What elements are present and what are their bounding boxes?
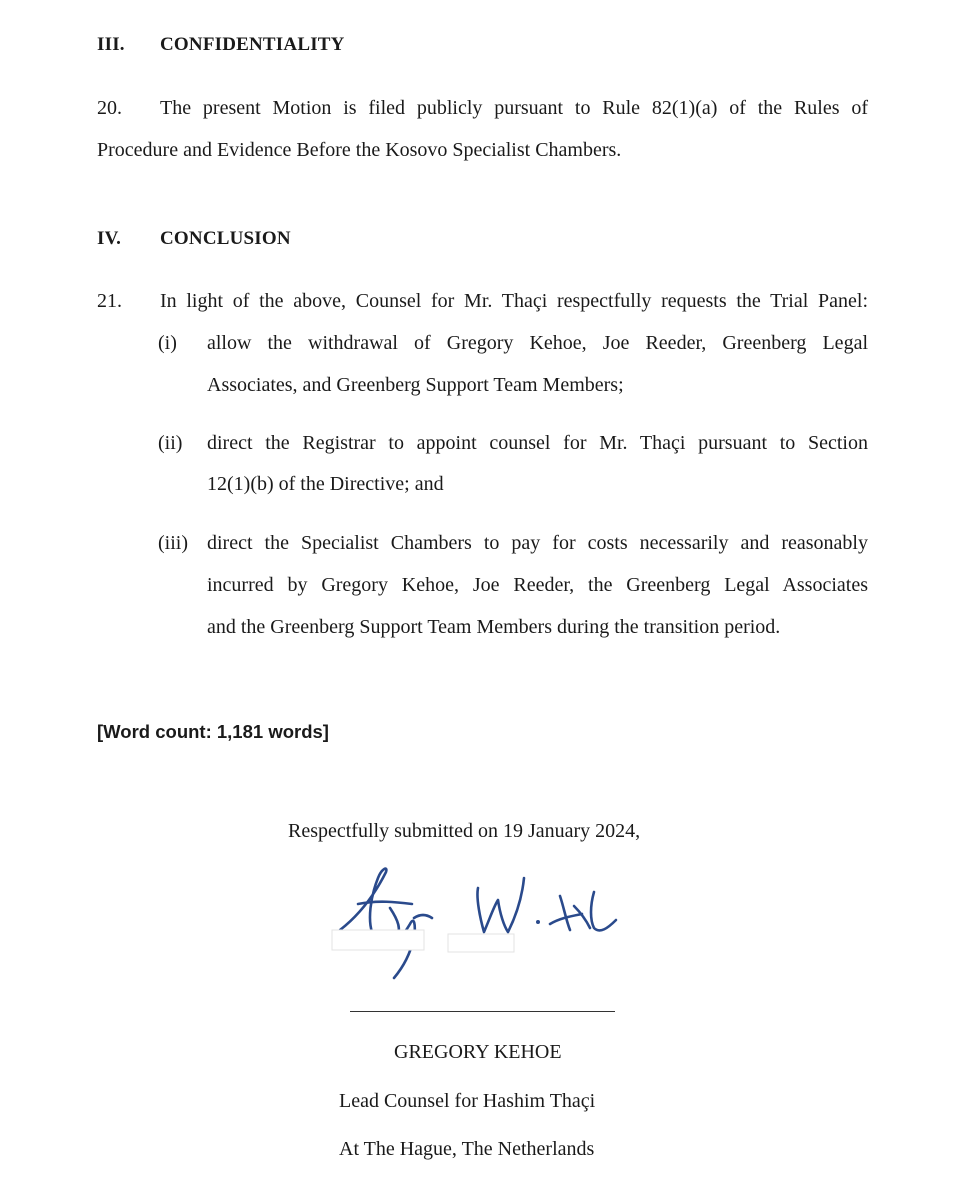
signature-line [350, 1011, 615, 1012]
list-item-line: Associates, and Greenberg Support Team Members; [207, 374, 624, 396]
signer-role: Lead Counsel for Hashim Thaçi [339, 1090, 596, 1112]
word-count: [Word count: 1,181 words] [97, 721, 329, 742]
signer-location: At The Hague, The Netherlands [339, 1138, 595, 1160]
list-item-line: allow the withdrawal of Gregory Kehoe, Joe Reeder, Greenberg Legal [207, 332, 868, 354]
list-item-line: incurred by Gregory Kehoe, Joe Reeder, the Greenberg Legal Associates [207, 574, 868, 596]
paragraph-line: The present Motion is filed publicly pursuant to Rule 82(1)(a) of the Rules of [160, 97, 868, 119]
list-item-line: and the Greenberg Support Team Members during the transition period. [207, 616, 781, 638]
list-item-line: direct the Specialist Chambers to pay for costs necessarily and reasonably [207, 532, 868, 554]
submission-date: Respectfully submitted on 19 January 2024, [288, 820, 641, 842]
section-title: CONCLUSION [160, 228, 291, 249]
paragraph-line: Procedure and Evidence Before the Kosovo Specialist Chambers. [97, 139, 622, 161]
list-item-marker: (ii) [158, 432, 183, 454]
paragraph-number: 20. [97, 97, 122, 119]
section-number: IV. [97, 228, 122, 249]
list-item-marker: (i) [158, 332, 177, 354]
signer-name: GREGORY KEHOE [394, 1041, 562, 1063]
list-item-line: 12(1)(b) of the Directive; and [207, 473, 444, 495]
signature-image [328, 858, 628, 983]
list-item-marker: (iii) [158, 532, 188, 554]
paragraph-line: In light of the above, Counsel for Mr. Thaçi respectfully requests the Trial Panel: [160, 290, 868, 312]
paragraph-number: 21. [97, 290, 122, 312]
section-title: CONFIDENTIALITY [160, 34, 345, 55]
section-number: III. [97, 34, 125, 55]
list-item-line: direct the Registrar to appoint counsel for Mr. Thaçi pursuant to Section [207, 432, 868, 454]
